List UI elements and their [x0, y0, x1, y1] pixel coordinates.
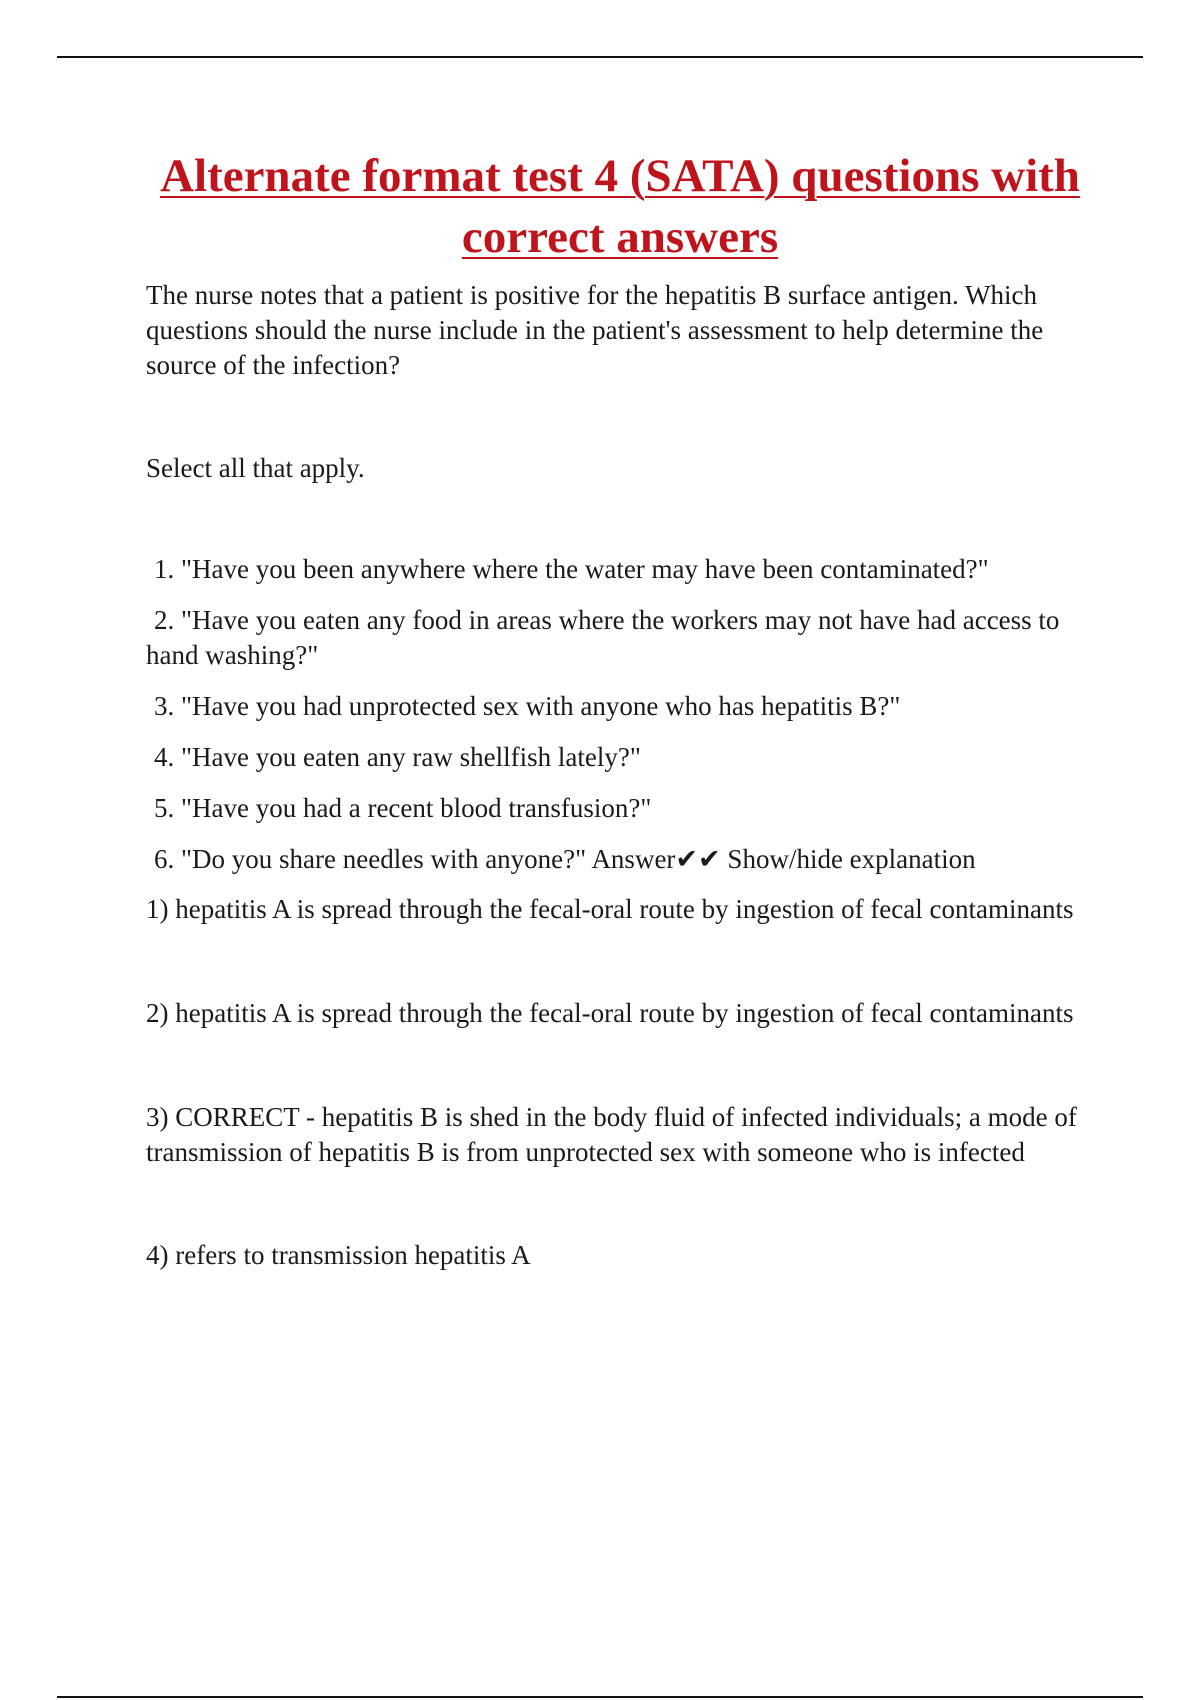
option-number: 1. — [154, 554, 175, 584]
explanation-item: 2) hepatitis A is spread through the fecal-oral route by ingestion of fecal contaminants — [146, 998, 1074, 1028]
bottom-rule — [57, 1696, 1143, 1698]
explanation-item: 3) CORRECT - hepatitis B is shed in the body fluid of infected individuals; a mode of transmission of hepatitis B is from unprotected sex with someone who is infected — [146, 1102, 1077, 1167]
option-number: 2. — [154, 605, 175, 635]
option-number: 6. — [154, 844, 175, 874]
option-text: "Have you eaten any food in areas where the workers may not have had access to hand washing?" — [146, 605, 1060, 670]
option-item — [146, 689, 1096, 724]
page-title: Alternate format test 4 (SATA) questions with correct answers — [160, 150, 1080, 263]
select-all-instruction: Select all that apply. — [146, 453, 365, 483]
option-item — [146, 842, 1096, 877]
top-rule — [57, 56, 1143, 58]
option-text: "Have you eaten any raw shellfish lately?" — [181, 742, 641, 772]
option-text: "Have you had a recent blood transfusion?" — [181, 793, 652, 823]
show-hide-explanation-link[interactable]: Show/hide explanation — [727, 844, 976, 874]
explanation-item: 1) hepatitis A is spread through the fecal-oral route by ingestion of fecal contaminants — [146, 894, 1074, 924]
question-stem: The nurse notes that a patient is positive for the hepatitis B surface antigen. Which questions should the nurse include in the patient's assessment to help determine the source of the infection? — [146, 280, 1044, 380]
option-text: "Have you been anywhere where the water may have been contaminated?" — [181, 554, 989, 584]
answer-label: Answer✔✔ — [591, 844, 721, 874]
option-item — [146, 552, 1096, 587]
option-text: "Do you share needles with anyone?" — [181, 844, 587, 874]
explanation-item: 4) refers to transmission hepatitis A — [146, 1240, 531, 1270]
option-text: "Have you had unprotected sex with anyone who has hepatitis B?" — [181, 691, 901, 721]
option-item — [146, 791, 1096, 826]
option-item — [146, 740, 1096, 775]
option-item — [146, 603, 1096, 673]
option-number: 5. — [154, 793, 175, 823]
option-number: 4. — [154, 742, 175, 772]
question-content — [146, 278, 1096, 1342]
option-number: 3. — [154, 691, 175, 721]
